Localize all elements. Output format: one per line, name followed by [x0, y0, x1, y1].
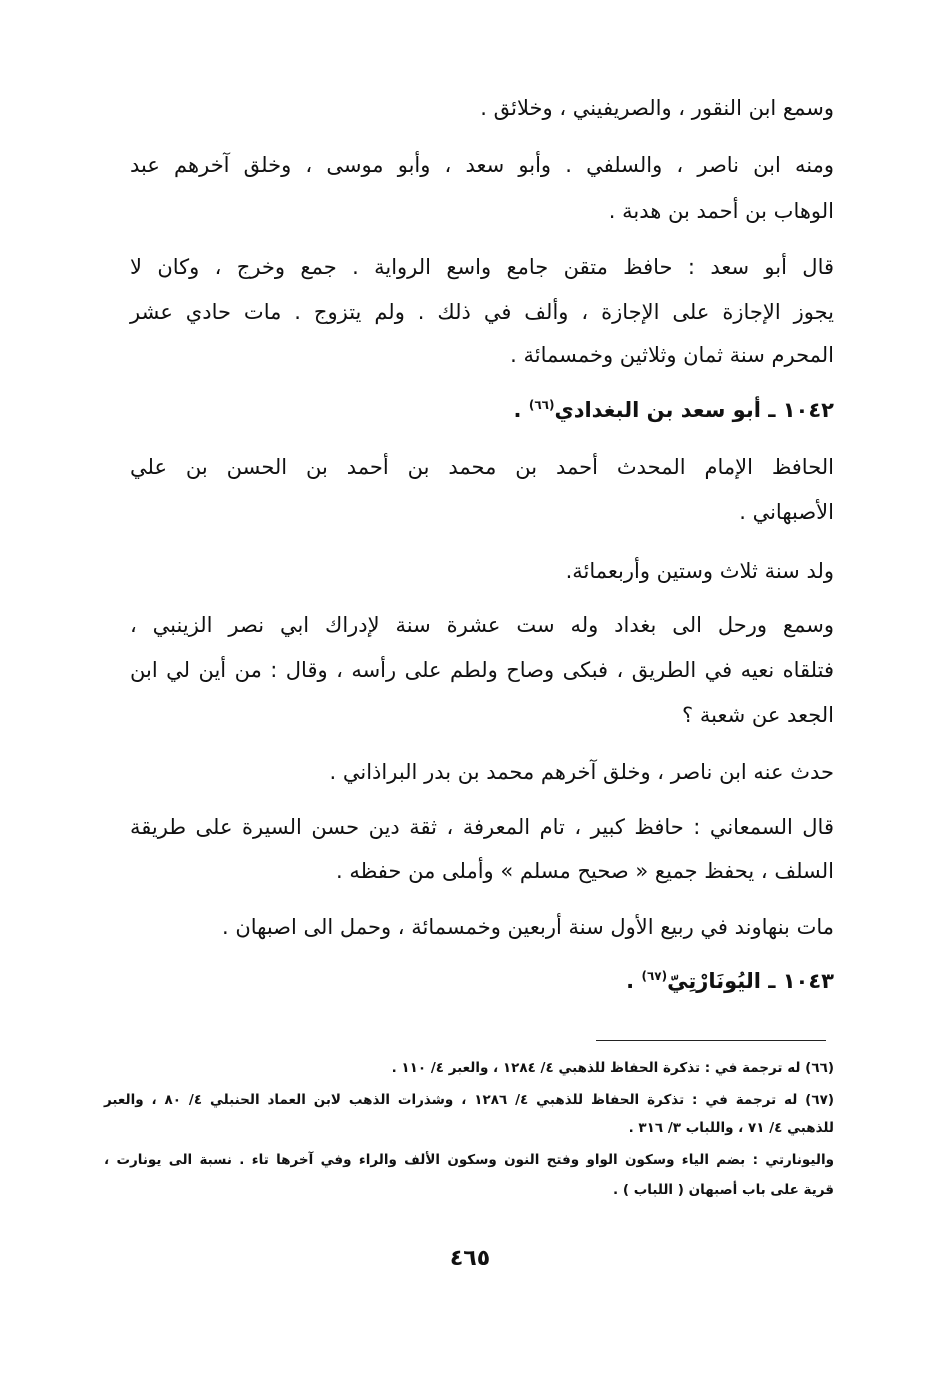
paragraph-3-line-3: المحرم سنة ثمان وثلاثين وخمسمائة . — [510, 343, 834, 367]
paragraph-5-line-1: ولد سنة ثلاث وستين وأربعمائة. — [565, 559, 834, 583]
paragraph-8-line-2: السلف ، يحفظ جميع « صحيح مسلم » وأملى من حفظه . — [335, 859, 834, 883]
entry-1042-title: ١٠٤٢ ـ أبو سعد بن البغدادي — [554, 398, 834, 422]
entry-1042-heading — [130, 395, 834, 425]
paragraph-6-line-3: الجعد عن شعبة ؟ — [682, 703, 834, 727]
paragraph-4-line-1: الحافظ الإمام المحدث أحمد بن محمد بن أحمد بن الحسن بن علي — [130, 455, 834, 479]
footnote-separator — [596, 1040, 826, 1041]
paragraph-2-line-1: ومنه ابن ناصر ، والسلفي . وأبو سعد ، وأبو موسى ، وخلق آخرهم عبد — [130, 153, 834, 177]
footnote-67-line-3: واليونارتي : بضم الياء وسكون الواو وفتح النون وسكون الألف والراء وفي آخرها تاء . نسبة الى يونارت ، — [104, 1152, 834, 1168]
paragraph-9-line-1: مات بنهاوند في ربيع الأول سنة أربعين وخمسمائة ، وحمل الى اصبهان . — [221, 915, 834, 939]
footnote-66: (٦٦) له ترجمة في : تذكرة الحفاظ للذهبي ٤/ ١٢٨٤ ، والعبر ٤/ ١١٠ . — [391, 1060, 834, 1076]
paragraph-3-line-2: يجوز الإجازة على الإجازة ، وألف في ذلك . ولم يتزوج . مات حادي عشر — [130, 300, 834, 324]
entry-1042-footnote-ref: (٦٦) — [528, 398, 555, 412]
entry-1043-heading — [130, 966, 834, 996]
paragraph-1-line-1: وسمع ابن النقور ، والصريفيني ، وخلائق . — [480, 96, 834, 120]
entry-1043-title: ١٠٤٣ ـ اليُونَارْتِيّ — [667, 969, 834, 993]
paragraph-6-line-1: وسمع ورحل الى بغداد وله ست عشرة سنة لإدراك ابي نصر الزينبي ، — [130, 613, 834, 637]
entry-1042-period: . — [513, 398, 529, 422]
footnote-67-line-1: (٦٧) له ترجمة في : تذكرة الحفاظ للذهبي ٤/ ١٢٨٦ ، وشذرات الذهب لابن العماد الحنبلي ٤/ ٨٠ ، والعبر — [104, 1092, 834, 1108]
paragraph-4-line-2: الأصبهاني . — [739, 500, 834, 524]
paragraph-2-line-2: الوهاب بن أحمد بن هدبة . — [608, 199, 834, 223]
entry-1043-period: . — [626, 969, 642, 993]
footnote-67-line-4: قرية على باب أصبهان ( اللباب ) . — [613, 1182, 834, 1198]
entry-1043-footnote-ref: (٦٧) — [641, 969, 668, 983]
footnote-67-line-2: للذهبي ٤/ ٧١ ، واللباب ٣/ ٣١٦ . — [628, 1120, 834, 1136]
paragraph-3-line-1: قال أبو سعد : حافظ متقن جامع واسع الرواية . جمع وخرج ، وكان لا — [130, 255, 834, 279]
page-number: ٤٦٥ — [449, 1246, 491, 1271]
paragraph-6-line-2: فتلقاه نعيه في الطريق ، فبكى وصاح ولطم على رأسه ، وقال : من أين لي ابن — [130, 658, 834, 682]
paragraph-8-line-1: قال السمعاني : حافظ كبير ، تام المعرفة ، ثقة دين حسن السيرة على طريقة — [130, 815, 834, 839]
paragraph-7-line-1: حدث عنه ابن ناصر ، وخلق آخرهم محمد بن بدر البراذاني . — [329, 760, 834, 784]
